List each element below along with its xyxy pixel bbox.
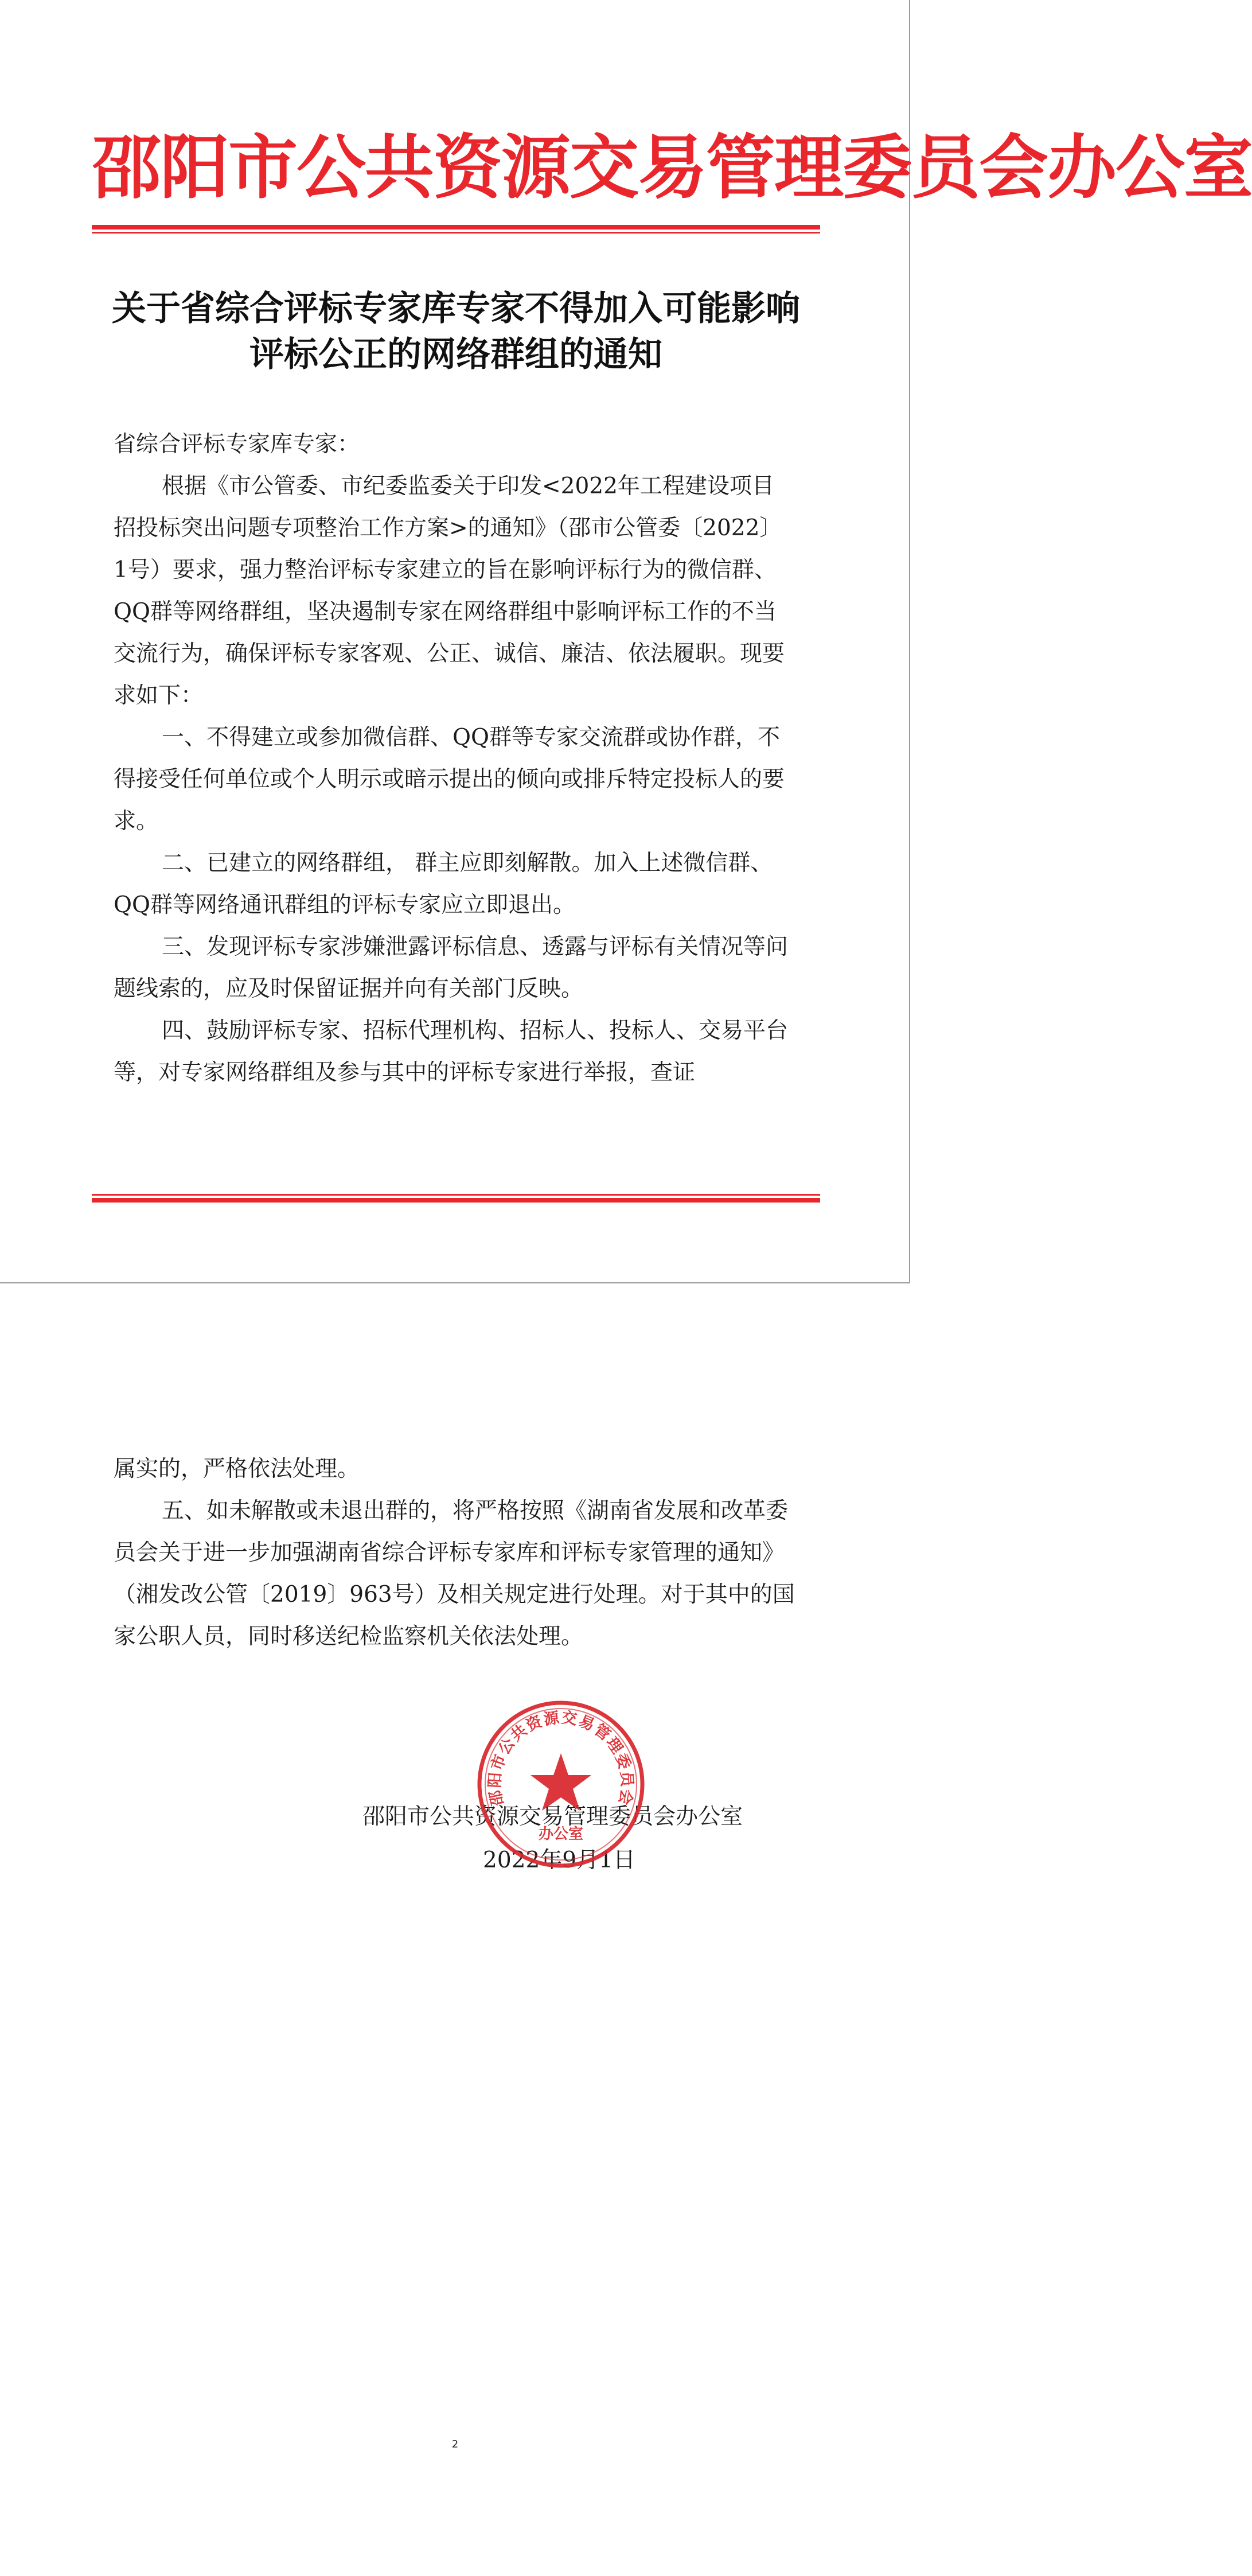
- signature-date: 2022年9月1日: [483, 1847, 635, 1873]
- footer-divider-thin: [92, 1194, 820, 1196]
- item-4-continuation: 属实的，严格依法处理。: [114, 1456, 360, 1482]
- page-number: 2: [451, 2438, 459, 2450]
- item-3-paragraph: 三、发现评标专家涉嫌泄露评标信息、透露与评标有关情况等问题线索的，应及时保留证据并向有关部门反映。: [114, 934, 789, 1002]
- header-divider-thick: [92, 225, 820, 229]
- signature-org: 邵阳市公共资源交易管理委员会办公室: [362, 1804, 743, 1830]
- item-1-paragraph: 一、不得建立或参加微信群、QQ群等专家交流群或协作群，不得接受任何单位或个人明示或暗示提出的倾向或排斥特定投标人的要求。: [114, 725, 785, 834]
- header-divider-thin: [92, 232, 820, 234]
- doc-title-line-2: 评标公正的网络群组的通知: [249, 334, 662, 375]
- footer-divider-thick: [92, 1198, 820, 1203]
- intro-paragraph: 根据《市公管委、市纪委监委关于印发<2022年工程建设项目招投标突出问题专项整治工作方案>的通知》（邵市公管委〔2022〕1号）要求，强力整治评标专家建立的旨在影响评标行为的微信群、QQ群等网络群组，坚决遏制专家在网络群组中影响评标工作的不当交流行为，确保评标专家客观、公正、诚信、廉洁、依法履职。现要求如下：: [114, 473, 785, 709]
- svg-text:办公室: 办公室: [538, 1826, 584, 1843]
- seal-star: [531, 1753, 591, 1811]
- salutation: 省综合评标专家库专家：: [114, 431, 360, 457]
- svg-text:邵阳市公共资源交易管理委员会: 邵阳市公共资源交易管理委员会: [486, 1709, 636, 1808]
- official-seal: [475, 1698, 647, 1870]
- item-5-paragraph: 五、如未解散或未退出群的，将严格按照《湖南省发展和改革委员会关于进一步加强湖南省综合评标专家库和评标专家管理的通知》（湘发改公管〔2019〕963号）及相关规定进行处理。对于其中的国家公职人员，同时移送纪检监察机关依法处理。: [114, 1498, 795, 1649]
- doc-title-line-1: 关于省综合评标专家库专家不得加入可能影响: [112, 289, 800, 329]
- org-header-title: 邵阳市公共资源交易管理委员会办公室: [92, 127, 1252, 208]
- document-page-1: [0, 0, 1252, 1283]
- item-4-paragraph: 四、鼓励评标专家、招标代理机构、招标人、投标人、交易平台等，对专家网络群组及参与其中的评标专家进行举报，查证: [114, 1018, 789, 1085]
- item-2-paragraph: 二、已建立的网络群组， 群主应即刻解散。加入上述微信群、QQ群等网络通讯群组的评标专家应立即退出。: [114, 850, 773, 918]
